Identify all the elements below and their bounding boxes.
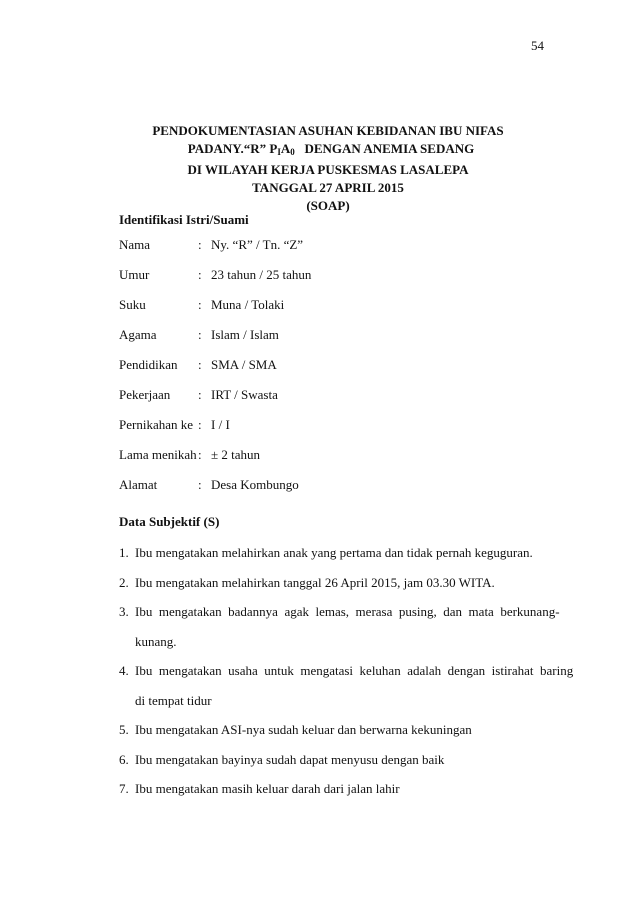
- field-row-pernikahan-ke: [119, 416, 549, 446]
- field-colon: :: [198, 477, 202, 492]
- title-line-3: DI WILAYAH KERJA PUSKESMAS LASALEPA: [187, 162, 469, 177]
- field-label: Pekerjaan: [119, 387, 171, 402]
- identification-table: [119, 236, 549, 506]
- field-row-pendidikan: [119, 356, 549, 386]
- field-colon: :: [198, 267, 202, 282]
- subjective-list: [119, 538, 574, 804]
- subjective-heading: Data Subjektif (S): [119, 514, 220, 529]
- field-colon: :: [198, 357, 202, 372]
- list-item-number: 6.: [119, 751, 129, 767]
- field-colon: :: [198, 327, 202, 342]
- list-item: [119, 715, 549, 745]
- list-item-text: Ibu mengatakan masih keluar darah dari jalan lahir: [135, 781, 400, 796]
- title-line-2-sub1: I: [277, 147, 281, 157]
- title-line-4: TANGGAL 27 APRIL 2015: [252, 180, 404, 195]
- field-value: Ny. “R” / Tn. “Z”: [211, 237, 304, 252]
- field-row-agama: [119, 326, 549, 356]
- list-item-text: Ibu mengatakan ASI-nya sudah keluar dan berwarna kekuningan: [135, 722, 472, 737]
- field-value: ± 2 tahun: [211, 447, 261, 462]
- field-colon: :: [198, 237, 202, 252]
- list-item-number: 1.: [119, 545, 129, 560]
- list-item-number: 2.: [119, 574, 129, 590]
- title-line-5: (SOAP): [306, 198, 350, 213]
- title-line-2-pre: PADANY.“R” P: [187, 141, 278, 156]
- field-row-suku: [119, 296, 549, 326]
- list-item-number: 3.: [119, 604, 129, 619]
- title-line-2-mid: A: [280, 141, 291, 156]
- field-row-pekerjaan: [119, 386, 549, 416]
- field-label: Alamat: [119, 477, 158, 492]
- list-item-text: Ibu mengatakan badannya agak lemas, merasa pusing, dan mata berkunang-: [135, 604, 560, 619]
- field-colon: :: [198, 387, 202, 402]
- field-colon: :: [198, 297, 202, 312]
- title-line-2-sub2: 0: [290, 147, 295, 157]
- field-value: IRT / Swasta: [211, 387, 278, 402]
- field-colon: :: [198, 417, 202, 432]
- field-label: Pernikahan ke: [119, 417, 194, 432]
- field-row-nama: [119, 236, 549, 266]
- document-title: [110, 122, 546, 215]
- title-line-2-post: DENGAN ANEMIA SEDANG: [294, 141, 475, 156]
- list-item: [119, 568, 549, 598]
- field-value: Islam / Islam: [211, 327, 279, 342]
- field-row-lama-menikah: [119, 446, 549, 476]
- list-item-text-continued: kunang.: [135, 633, 177, 649]
- field-value: Muna / Tolaki: [211, 297, 285, 312]
- field-row-alamat: [119, 476, 549, 506]
- field-label: Umur: [119, 267, 150, 282]
- field-label: Suku: [119, 297, 146, 312]
- field-value: I / I: [211, 417, 230, 432]
- list-item: [119, 597, 560, 656]
- list-item-number: 4.: [119, 663, 129, 678]
- title-line-2: [110, 140, 546, 161]
- field-row-umur: [119, 266, 549, 296]
- list-item: [119, 656, 574, 715]
- identification-heading: Identifikasi Istri/Suami: [119, 212, 249, 227]
- title-line-1: PENDOKUMENTASIAN ASUHAN KEBIDANAN IBU NIFAS: [152, 123, 504, 138]
- field-value: SMA / SMA: [211, 357, 277, 372]
- page-number: 54: [531, 38, 544, 53]
- field-label: Pendidikan: [119, 357, 178, 372]
- field-label: Lama menikah: [119, 447, 197, 462]
- list-item-text: Ibu mengatakan melahirkan anak yang pertama dan tidak pernah keguguran.: [135, 545, 533, 560]
- list-item: [119, 538, 549, 568]
- field-value: 23 tahun / 25 tahun: [211, 267, 312, 282]
- list-item-text: Ibu mengatakan bayinya sudah dapat menyusu dengan baik: [135, 751, 445, 767]
- list-item-text: Ibu mengatakan melahirkan tanggal 26 April 2015, jam 03.30 WITA.: [135, 574, 495, 590]
- field-value: Desa Kombungo: [211, 477, 299, 492]
- list-item-text: Ibu mengatakan usaha untuk mengatasi keluhan adalah dengan istirahat baring: [135, 663, 574, 678]
- list-item: [119, 745, 549, 775]
- list-item: [119, 774, 549, 804]
- field-label: Agama: [119, 327, 157, 342]
- list-item-number: 5.: [119, 722, 129, 737]
- list-item-text-continued: di tempat tidur: [135, 692, 212, 708]
- field-colon: :: [198, 447, 202, 462]
- list-item-number: 7.: [119, 781, 129, 796]
- field-label: Nama: [119, 237, 151, 252]
